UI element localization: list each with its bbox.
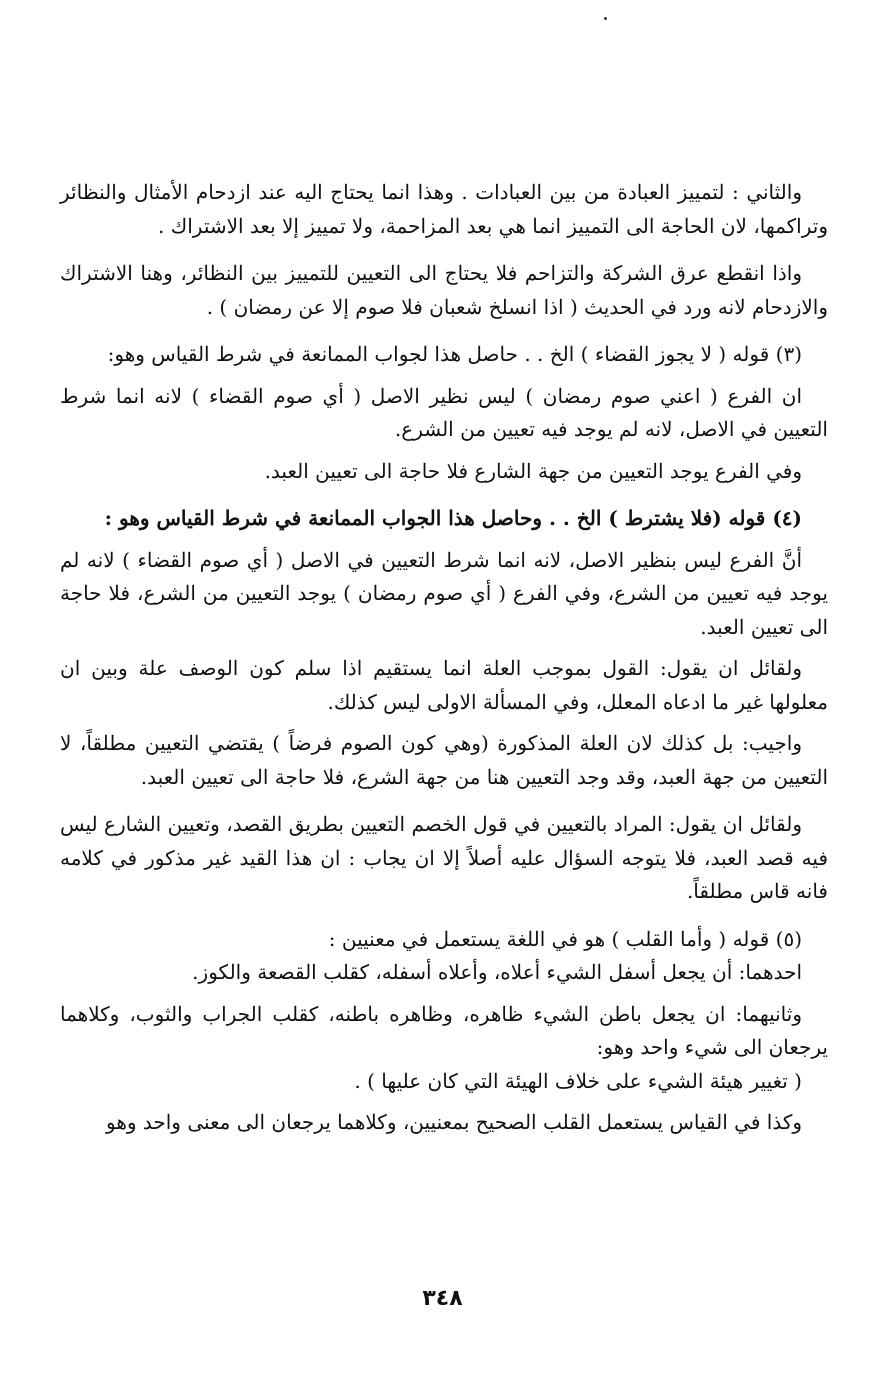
scan-speck [604, 17, 607, 20]
note-heading: (٣) قوله ( لا يجوز القضاء ) الخ . . حاصل هذا لجواب الممانعة في شرط القياس وهو: [107, 342, 802, 366]
paragraph: وكذا في القياس يستعمل القلب الصحيح بمعنيين، وكلاهما يرجعان الى معنى واحد وهو [105, 1110, 802, 1134]
paragraph: وثانيهما: ان يجعل باطن الشيء ظاهره، وظاهره باطنه، كقلب الجراب والثوب، وكلاهما يرجعان الى شيء واحد وهو: [60, 1001, 828, 1059]
page-number: ٣٤٨ [422, 1286, 463, 1311]
paragraph: واذا انقطع عرق الشركة والتزاحم فلا يحتاج الى التعيين للتمييز بين النظائر، وهنا الاشتراك والازدحام لانه ورد في الحديث ( اذا انسلخ شعبان فلا صوم إلا عن رمضان ) . [60, 261, 828, 319]
paragraph: ولقائل ان يقول: القول بموجب العلة انما يستقيم اذا سلم كون الوصف علة وبين ان معلولها غير ما ادعاه المعلل، وفي المسألة الاولى ليس كذلك. [60, 656, 828, 714]
paragraph: ( تغيير هيئة الشيء على خلاف الهيئة التي كان عليها ) . [354, 1068, 802, 1093]
paragraph: أنَّ الفرع ليس بنظير الاصل، لانه انما شرط التعيين في الاصل ( أي صوم القضاء ) لانه لم يوجد فيه تعيين من الشرع، وفي الفرع ( أي صوم رمضان ) يوجد التعيين من الشرع، فلا حاجة الى تعيين العبد. [60, 547, 828, 639]
note-heading: (٥) قوله ( وأما القلب ) هو في اللغة يستعمل في معنيين : [328, 926, 802, 951]
paragraph: ان الفرع ( اعني صوم رمضان ) ليس نظير الاصل ( أي صوم القضاء ) لانه انما شرط التعيين في الاصل، لانه لم يوجد فيه تعيين من الشرع. [60, 383, 828, 441]
paragraph: واجيب: بل كذلك لان العلة المذكورة (وهي كون الصوم فرضاً ) يقتضي التعيين مطلقاً، لا التعيين من جهة العبد، وقد وجد التعيين هنا من جهة الشرع، فلا حاجة الى تعيين العبد. [60, 731, 828, 789]
paragraph: ولقائل ان يقول: المراد بالتعيين في قول الخصم التعيين بطريق القصد، وتعيين الشارع ليس فيه قصد العبد، فلا يتوجه السؤال عليه أصلاً إلا ان يجاب : ان هذا القيد غير مذكور في كلامه فانه قاس مطلقاً. [60, 812, 828, 903]
note-heading: (٤) قوله (فلا يشترط ) الخ . . وحاصل هذا الجواب الممانعة في شرط القياس وهو : [104, 506, 802, 530]
paragraph: احدهما: أن يجعل أسفل الشيء أعلاه، وأعلاه أسفله، كقلب القصعة والكوز. [192, 960, 802, 984]
paragraph: والثاني : لتمييز العبادة من بين العبادات . وهذا انما يحتاج اليه عند ازدحام الأمثال والنظائر وتراكمها، لان الحاجة الى التمييز انما هي بعد المزاحمة، ولا تمييز إلا بعد الاشتراك . [60, 180, 828, 238]
page-body [60, 176, 828, 1140]
paragraph: وفي الفرع يوجد التعيين من جهة الشارع فلا حاجة الى تعيين العبد. [264, 458, 802, 483]
